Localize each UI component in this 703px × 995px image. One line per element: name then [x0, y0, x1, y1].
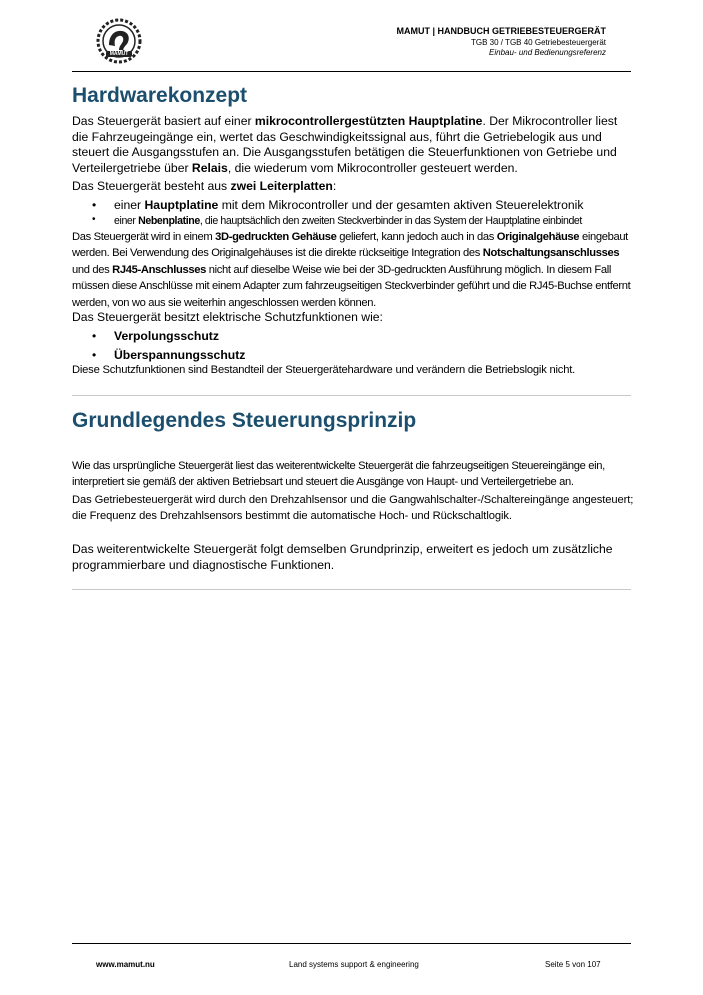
footer-tagline: Land systems support & engineering [289, 960, 419, 969]
section-divider [72, 589, 631, 590]
section-heading-hardwarekonzept: Hardwarekonzept [72, 84, 248, 107]
bullet-marker: • [92, 214, 96, 225]
section-heading-steuerungsprinzip: Grundlegendes Steuerungsprinzip [72, 409, 417, 432]
paragraph: Diese Schutzfunktionen sind Bestandteil der Steuergerätehardware und verändern die Betriebslogik nicht. [72, 364, 576, 376]
header-subtitle: TGB 30 / TGB 40 Getriebesteuergerät [470, 38, 606, 47]
section-divider [72, 395, 631, 396]
paragraph: Wie das ursprüngliche Steuergerät liest das weiterentwickelte Steuergerät die fahrzeugseitigen Steuereingänge ein, interpretiert sie gemäß der aktiven Betriebsart und steuert die Ausgänge von Haupt- und Verteilergetriebe an. [72, 460, 605, 489]
header-title: MAMUT | HANDBUCH GETRIEBESTEUERGERÄT [396, 26, 606, 36]
paragraph: Das weiterentwickelte Steuergerät folgt demselben Grundprinzip, erweitert es jedoch um zusätzliche programmierbare und diagnostische Funktionen. [72, 542, 613, 572]
bullet-marker: • [92, 329, 97, 343]
header-rule [72, 71, 631, 72]
footer-rule [72, 943, 631, 944]
paragraph: Das Getriebesteuergerät wird durch den Drehzahlsensor und die Gangwahlschalter-/Schaltereingänge angesteuert; die Frequenz des Drehzahlsensors bestimmt die automatische Hoch- und Rückschaltlogik. [72, 494, 634, 523]
header-subtitle-2: Einbau- und Bedienungsreferenz [489, 48, 606, 57]
footer-page-number: Seite 5 von 107 [545, 960, 601, 969]
list-item: Verpolungsschutz [114, 329, 219, 343]
list-item: einer Nebenplatine, die hauptsächlich den zweiten Steckverbinder in das System der Hauptplatine einbindet [114, 215, 582, 227]
paragraph: Das Steuergerät basiert auf einer mikrocontrollergestützten Hauptplatine. Der Mikrocontroller liest die Fahrzeugeingänge ein, wertet das Geschwindigkeitssignal aus, führt die Getriebelogik aus und steuert die Ausgangsstufen an. Die Ausgangsstufen betätigen die Steuerfunktionen von Getriebe und Verteilergetriebe über Relais, die wiederum vom Mikrocontroller gesteuert werden. [72, 114, 618, 175]
logo-text: MAMUT [106, 51, 132, 57]
list-item: Überspannungsschutz [114, 348, 246, 362]
bullet-marker: • [92, 198, 97, 212]
bullet-marker: • [92, 348, 97, 362]
list-item: einer Hauptplatine mit dem Mikrocontroller und der gesamten aktiven Steuerelektronik [114, 198, 584, 212]
paragraph: Das Steuergerät wird in einem 3D-gedruckten Gehäuse geliefert, kann jedoch auch in das Originalgehäuse eingebaut werden. Bei Verwendung des Originalgehäuses ist die direkte rückseitige Integration des Notschaltungsanschlusses und des RJ45-Anschlusses nicht auf dieselbe Weise wie bei der 3D-gedruckten Ausführung möglich. In diesem Fall müssen diese Anschlüsse mit einem Adapter zum fahrzeugseitigen Steckverbinder geführt und die RJ45-Buchse entfernt werden, von wo aus sie weiterhin angeschlossen werden können. [72, 231, 631, 309]
footer-website[interactable]: www.mamut.nu [96, 960, 155, 969]
paragraph: Das Steuergerät besteht aus zwei Leiterplatten: [72, 179, 337, 193]
company-logo [95, 17, 143, 65]
paragraph: Das Steuergerät besitzt elektrische Schutzfunktionen wie: [72, 310, 383, 324]
